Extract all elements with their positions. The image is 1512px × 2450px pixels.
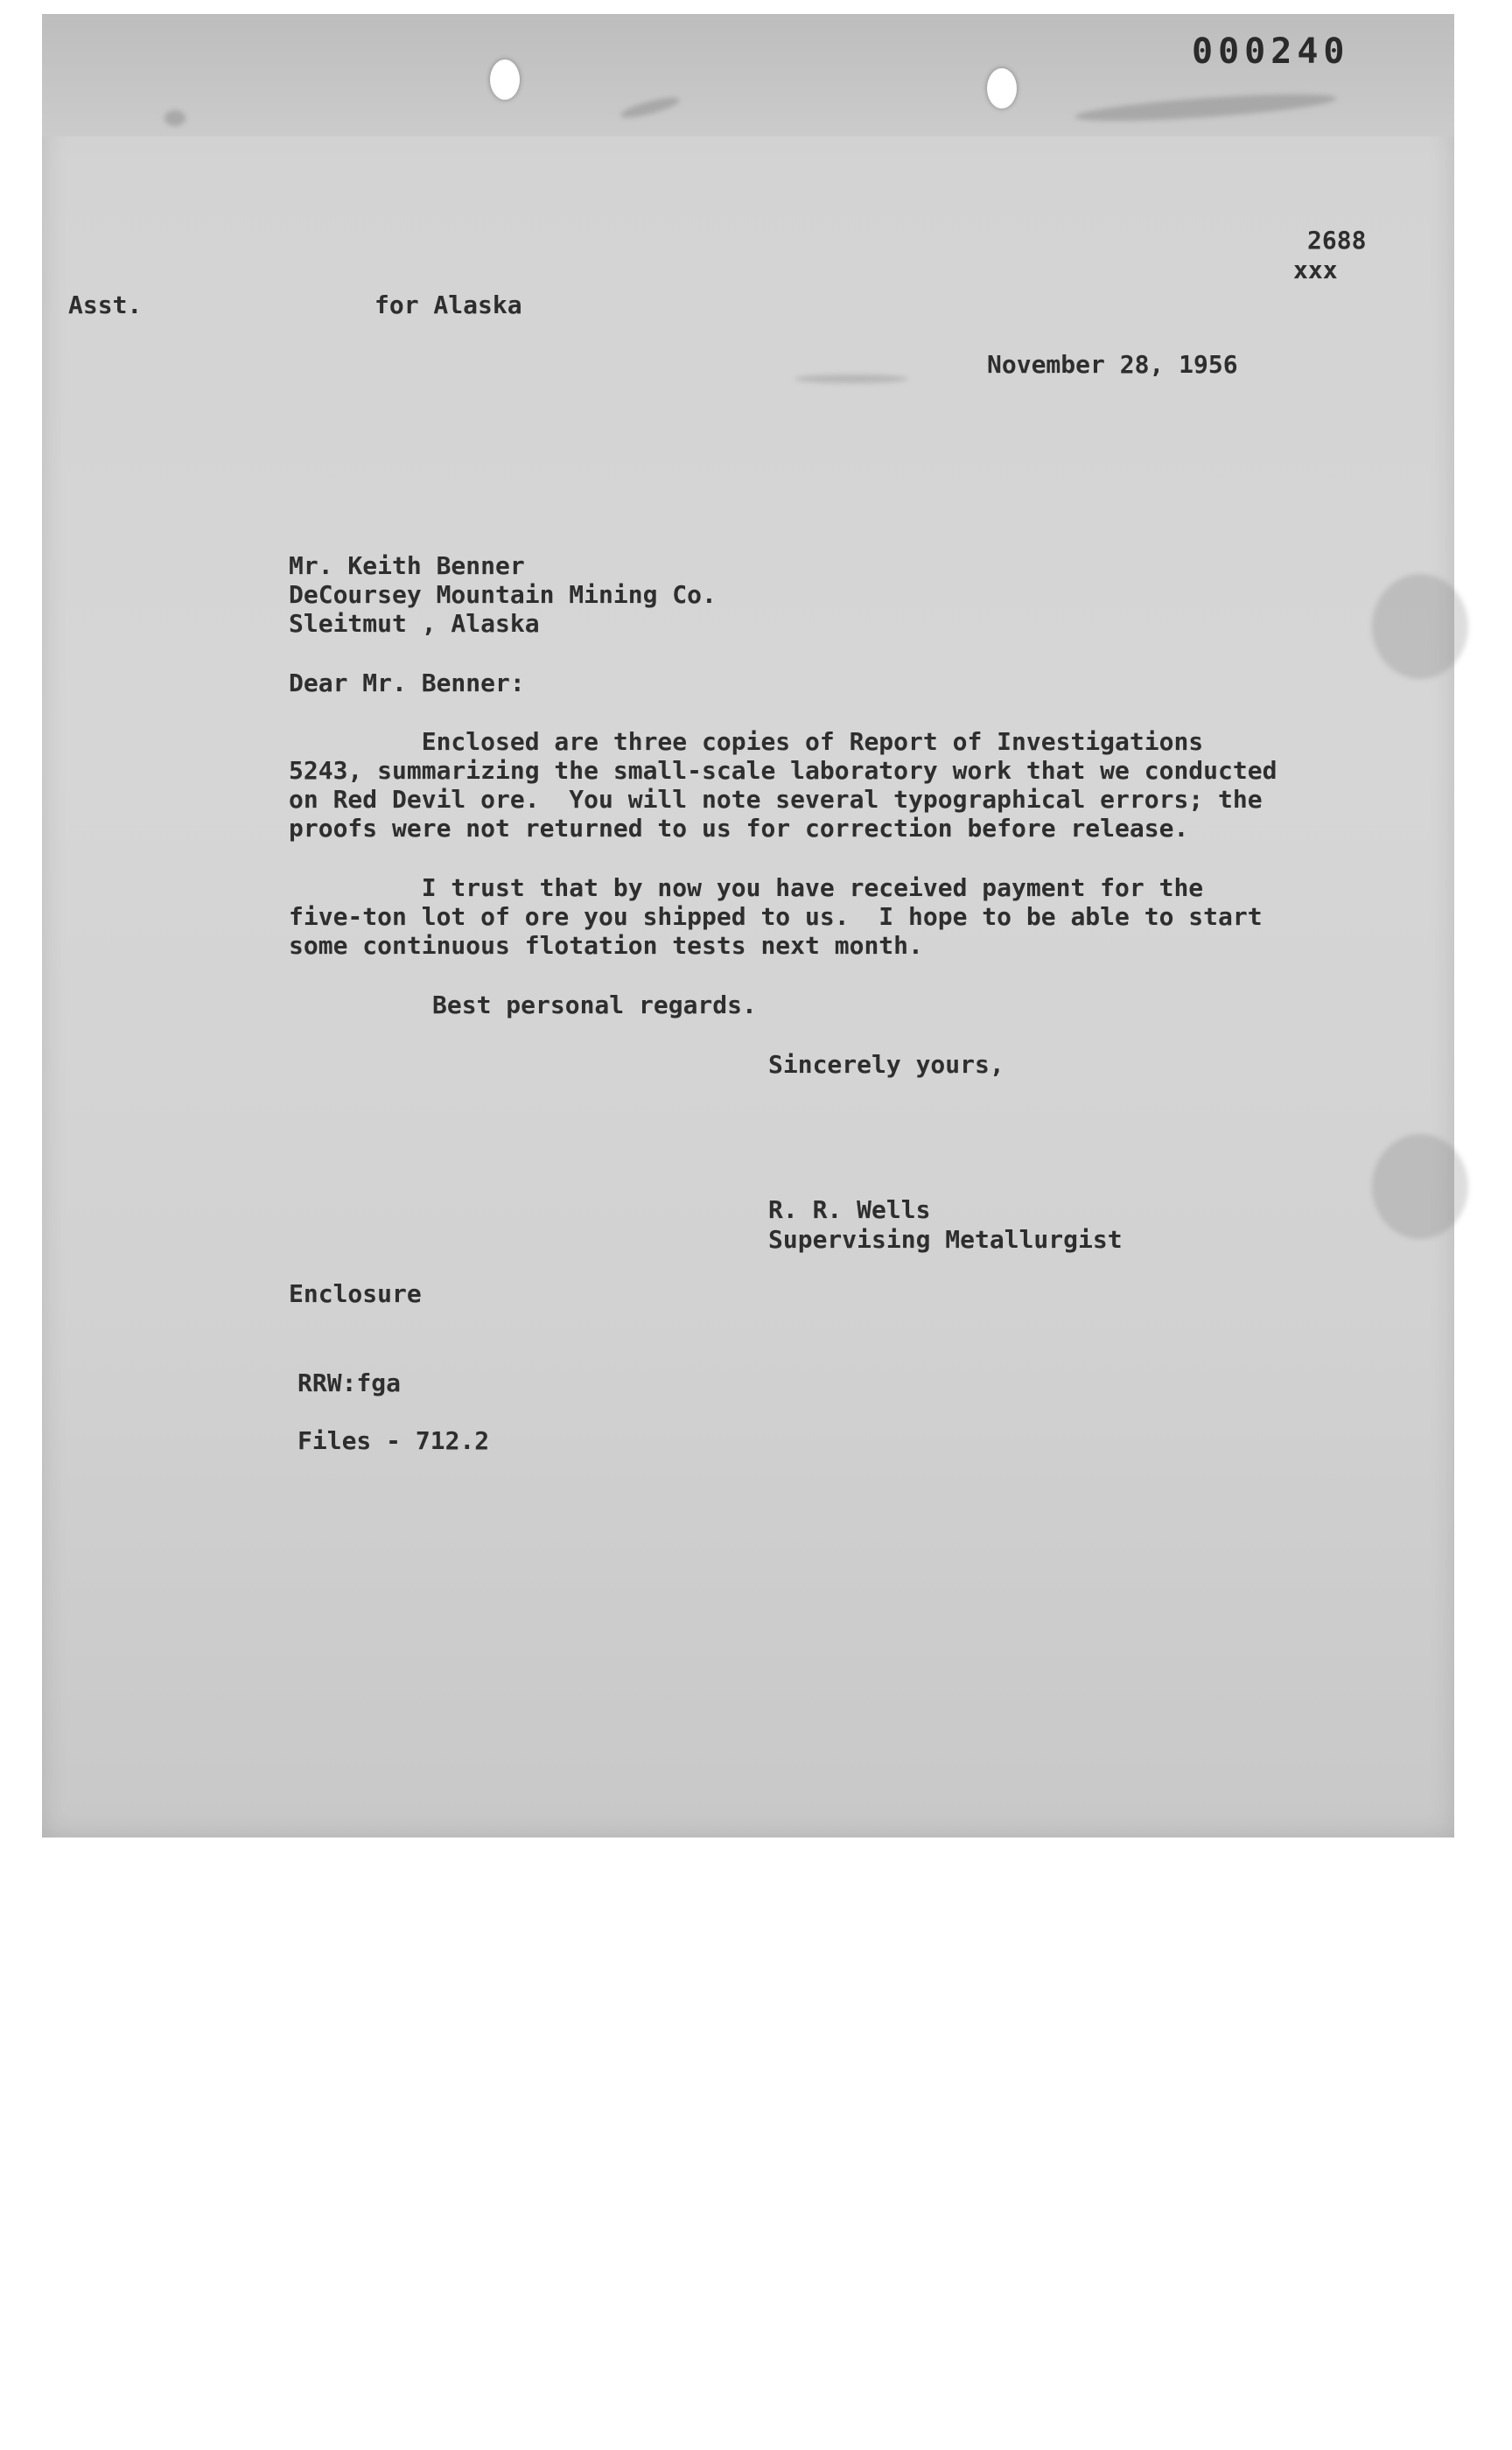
- smudge-mark: [1372, 1134, 1468, 1239]
- header-left-label: Asst.: [68, 290, 143, 319]
- punch-hole-right: [987, 68, 1017, 108]
- typist-initials: RRW:fga: [298, 1368, 402, 1397]
- document-stamp-number: 000240: [1192, 32, 1350, 72]
- recipient-location: Sleitmut , Alaska: [289, 609, 540, 638]
- smudge-mark: [794, 374, 908, 383]
- salutation: Dear Mr. Benner:: [289, 668, 525, 697]
- file-number: 2688: [1307, 226, 1367, 255]
- signer-title: Supervising Metallurgist: [768, 1225, 1123, 1254]
- smudge-mark: [164, 110, 186, 126]
- enclosure-note: Enclosure: [289, 1279, 422, 1308]
- body-paragraph: I trust that by now you have received payment for the five-ton lot of ore you shipped to us. I hope to be able to start some continuous flotation tests next month.: [289, 873, 1263, 960]
- header-center-label: for Alaska: [374, 290, 522, 319]
- letter-date: November 28, 1956: [987, 350, 1238, 379]
- files-reference: Files - 712.2: [298, 1426, 490, 1455]
- smudge-mark: [1372, 574, 1468, 679]
- regards-line: Best personal regards.: [432, 990, 757, 1019]
- recipient-company: DeCoursey Mountain Mining Co.: [289, 580, 717, 609]
- recipient-name: Mr. Keith Benner: [289, 551, 525, 580]
- signer-name: R. R. Wells: [768, 1195, 931, 1224]
- document-page: [42, 14, 1454, 1838]
- closing-line: Sincerely yours,: [768, 1050, 1004, 1079]
- file-mark: xxx: [1293, 256, 1338, 284]
- punch-hole-left: [490, 60, 520, 100]
- body-paragraph: Enclosed are three copies of Report of Investigations 5243, summarizing the small-scale laboratory work that we conducted on Red Devil ore. You will note several typographical errors; the proofs were not returned to us for correction before release.: [289, 727, 1278, 843]
